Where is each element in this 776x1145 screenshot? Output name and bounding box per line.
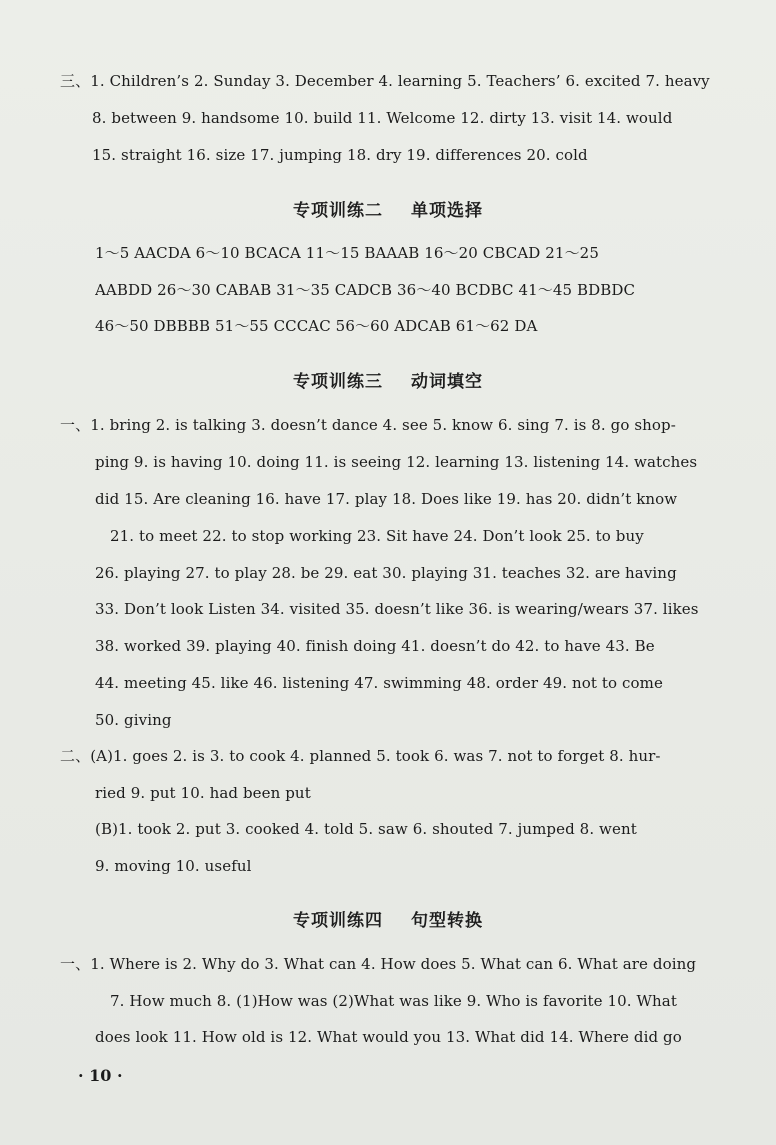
verbs-line-3: did 15. Are cleaning 16. have 17. play 18. Does like 19. has 20. didn’t know [95, 490, 678, 508]
heading-single-choice [0, 196, 776, 221]
verbs-line-1: 一、1. bring 2. is talking 3. doesn’t dance 4. see 5. know 6. sing 7. is 8. go shop- [60, 416, 676, 434]
choice-line-3: 46～50 DBBBB 51～55 CCCAC 56～60 ADCAB 61～62 DA [95, 317, 538, 335]
heading-3-title: 专项训练三 [293, 372, 383, 392]
sentences-line-3: does look 11. How old is 12. What would you 13. What did 14. Where did go [95, 1028, 682, 1046]
heading-sentence-transform [0, 906, 776, 931]
vocab-line-3: 15. straight 16. size 17. jumping 18. dry 19. differences 20. cold [92, 146, 588, 164]
verbs-line-5: 26. playing 27. to play 28. be 29. eat 30. playing 31. teaches 32. are having [95, 564, 677, 582]
sentences-line-2: 7. How much 8. (1)How was (2)What was like 9. Who is favorite 10. What [110, 992, 677, 1010]
page-number: · 10 · [78, 1066, 123, 1085]
verbs-line-11: ried 9. put 10. had been put [95, 784, 311, 802]
verbs-line-10: 二、(A)1. goes 2. is 3. to cook 4. planned 5. took 6. was 7. not to forget 8. hur- [60, 747, 661, 765]
sentences-line-1: 一、1. Where is 2. Why do 3. What can 4. How does 5. What can 6. What are doing [60, 955, 697, 973]
heading-4-title: 专项训练四 [293, 911, 383, 931]
verbs-line-8: 44. meeting 45. like 46. listening 47. swimming 48. order 49. not to come [95, 674, 663, 692]
verbs-line-7: 38. worked 39. playing 40. finish doing 41. doesn’t do 42. to have 43. Be [95, 637, 655, 655]
heading-2-subtitle: 单项选择 [411, 201, 483, 221]
heading-2-title: 专项训练二 [293, 201, 383, 221]
choice-line-1: 1～5 AACDA 6～10 BCACA 11～15 BAAAB 16～20 CBCAD 21～25 [95, 244, 599, 262]
heading-3-subtitle: 动词填空 [411, 372, 483, 392]
verbs-line-13: 9. moving 10. useful [95, 857, 252, 875]
vocab-line-2: 8. between 9. handsome 10. build 11. Welcome 12. dirty 13. visit 14. would [92, 109, 673, 127]
heading-verb-fill [0, 367, 776, 392]
verbs-line-4: 21. to meet 22. to stop working 23. Sit have 24. Don’t look 25. to buy [110, 527, 644, 545]
verbs-line-2: ping 9. is having 10. doing 11. is seeing 12. learning 13. listening 14. watches [95, 453, 698, 471]
verbs-line-9: 50. giving [95, 711, 172, 729]
choice-line-2: AABDD 26～30 CABAB 31～35 CADCB 36～40 BCDBC 41～45 BDBDC [95, 281, 636, 299]
vocab-line-1: 三、1. Children’s 2. Sunday 3. December 4. learning 5. Teachers’ 6. excited 7. heavy [60, 72, 710, 90]
verbs-line-12: (B)1. took 2. put 3. cooked 4. told 5. saw 6. shouted 7. jumped 8. went [95, 820, 637, 838]
verbs-line-6: 33. Don’t look Listen 34. visited 35. doesn’t like 36. is wearing/wears 37. likes [95, 600, 699, 618]
heading-4-subtitle: 句型转换 [411, 911, 483, 931]
